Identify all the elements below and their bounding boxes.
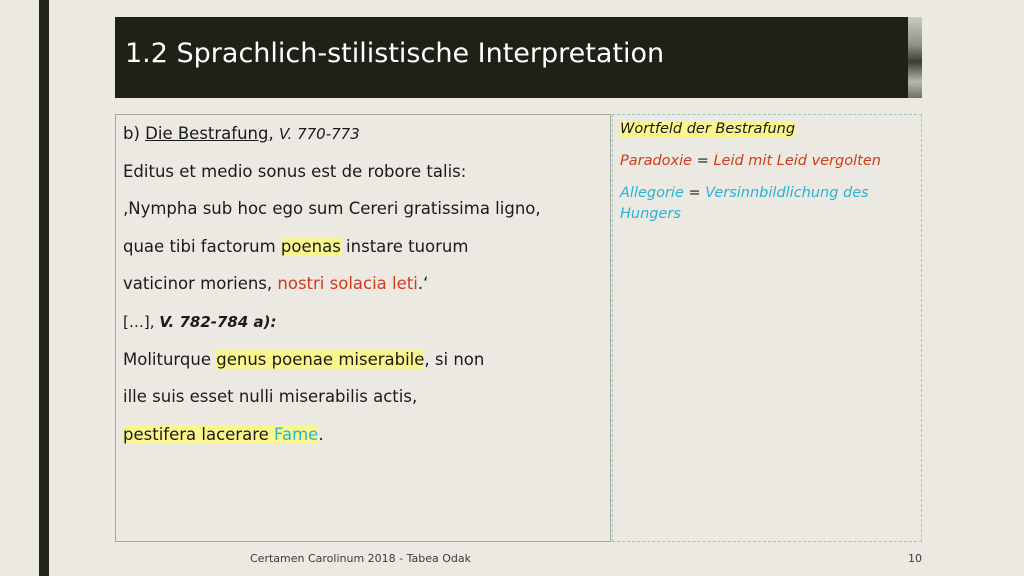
verse-line-8-end: . xyxy=(318,424,324,444)
footer-text: Certamen Carolinum 2018 - Tabea Odak xyxy=(250,552,472,565)
verse-line-3-a: quae tibi factorum xyxy=(123,236,281,256)
slide-title: 1.2 Sprachlich-stilistische Interpretation xyxy=(125,38,665,69)
note-wortfeld xyxy=(620,119,915,140)
heading-comma: , xyxy=(268,124,274,143)
heading-label: b) xyxy=(123,124,140,143)
corner-decor-image xyxy=(908,17,922,98)
verse-ref: V. 782-784 a): xyxy=(159,312,277,331)
note-paradoxie xyxy=(620,151,915,172)
verse-line-1: Editus et medio sonus est de robore talis: xyxy=(123,161,467,181)
verse-line-2: ‚Nympha sub hoc ego sum Cereri gratissima ligno, xyxy=(123,199,541,219)
highlight-pestifera xyxy=(123,425,318,444)
verse-line-8-hl: pestifera lacerare xyxy=(123,424,275,444)
verse-line-8 xyxy=(123,422,603,460)
verse-line-6 xyxy=(123,347,603,385)
footer xyxy=(0,551,1024,569)
note-allegorie-term: Allegorie xyxy=(620,185,684,201)
verse-line-3 xyxy=(123,234,603,272)
highlight-poenas: poenas xyxy=(280,236,341,256)
notes-panel xyxy=(620,119,915,236)
verse-line-6-a: Moliturque xyxy=(123,349,217,369)
note-paradoxie-term: Paradoxie xyxy=(620,153,693,169)
note-paradoxie-def: Leid mit Leid vergolten xyxy=(713,153,881,169)
verse-line-4 xyxy=(123,271,603,309)
verse-line-7: ille suis esset nulli miserabilis actis, xyxy=(123,387,418,407)
heading-verse: V. 770-773 xyxy=(279,125,360,143)
cyan-word-fame: Fame xyxy=(274,424,319,444)
heading-title: Die Bestrafung xyxy=(145,124,269,143)
red-phrase: nostri solacia leti xyxy=(277,274,418,294)
page-number: 10 xyxy=(908,552,922,565)
note-allegorie xyxy=(620,183,915,225)
latin-text xyxy=(123,121,603,459)
note-allegorie-def: Versinnbildlichung des Hungers xyxy=(620,185,869,222)
note-paradoxie-eq: = xyxy=(692,153,714,169)
highlight-genus-poenae: genus poenae miserabile xyxy=(216,349,425,369)
verse-line-4-a: vaticinor moriens, xyxy=(123,274,278,294)
title-bar xyxy=(115,17,922,98)
heading-line xyxy=(123,121,603,159)
note-wortfeld-text: Wortfeld der Bestrafung xyxy=(620,121,796,137)
verse-line-6-b: , si non xyxy=(424,349,485,369)
ellipsis: […], xyxy=(123,312,160,331)
verse-line-3-b: instare tuorum xyxy=(340,236,469,256)
verse-ref-line xyxy=(123,309,603,347)
verse-line-4-b: .‘ xyxy=(417,274,429,294)
note-allegorie-eq: = xyxy=(683,185,706,201)
left-accent-bar xyxy=(39,0,49,576)
